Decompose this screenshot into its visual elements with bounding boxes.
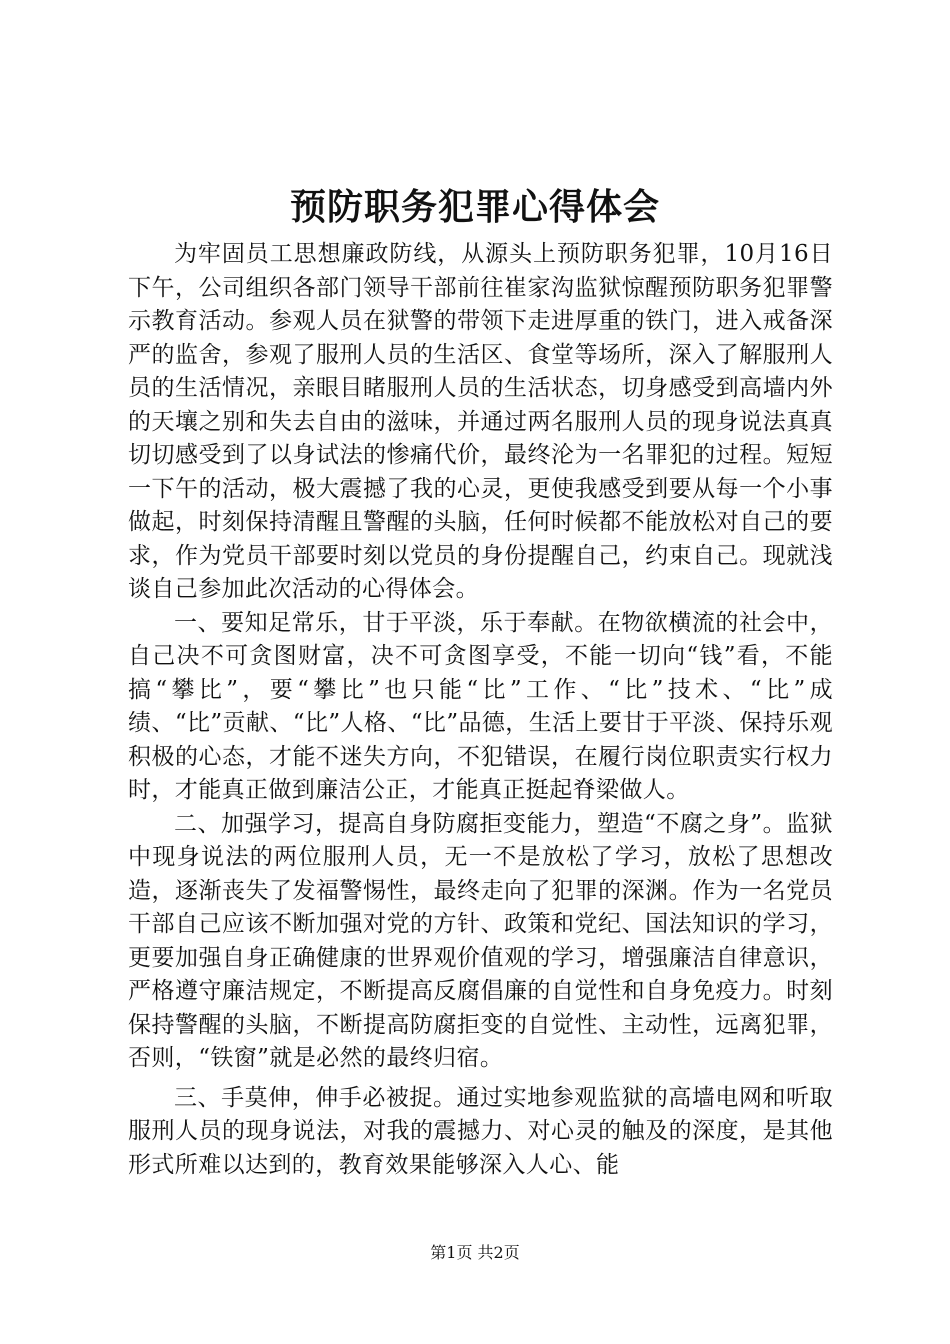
paragraph-intro: 为牢固员工思想廉政防线，从源头上预防职务犯罪，10月16日下午，公司组织各部门领导干部前往崔家沟监狱惊醒预防职务犯罪警示教育活动。参观人员在狱警的带领下走进厚重的铁门，进入戒备深严的监舍，参观了服刑人员的生活区、食堂等场所，深入了解服刑人员的生活情况，亲眼目睹服刑人员的生活状态，切身感受到高墙内外的天壤之别和失去自由的滋味，并通过两名服刑人员的现身说法真真切切感受到了以身试法的惨痛代价，最终沦为一名罪犯的过程。短短一下午的活动，极大震撼了我的心灵，更使我感受到要从每一个小事做起，时刻保持清醒且警醒的头脑，任何时候都不能放松对自己的要求，作为党员干部要时刻以党员的身份提醒自己，约束自己。现就浅谈自己参加此次活动的心得体会。 (128, 241, 833, 602)
paragraph-point-one: 一、要知足常乐，甘于平淡，乐于奉献。在物欲横流的社会中，自己决不可贪图财富，决不可贪图享受，不能一切向“钱”看，不能搞“攀比”，要“攀比”也只能“比”工作、“比”技术、“比”成绩、“比”贡献、“比”人格、“比”品德，生活上要甘于平淡、保持乐观积极的心态，才能不迷失方向，不犯错误，在履行岗位职责实行权力时，才能真正做到廉洁公正，才能真正挺起脊梁做人。 (128, 609, 833, 803)
paragraph-point-three: 三、手莫伸，伸手必被捉。通过实地参观监狱的高墙电网和听取服刑人员的现身说法，对我的震撼力、对心灵的触及的深度，是其他形式所难以达到的，教育效果能够深入人心、能 (128, 1084, 833, 1178)
document-body (128, 238, 833, 1182)
paragraph-point-two: 二、加强学习，提高自身防腐拒变能力，塑造“不腐之身”。监狱中现身说法的两位服刑人员，无一不是放松了学习，放松了思想改造，逐渐丧失了发福警惕性，最终走向了犯罪的深渊。作为一名党员干部自己应该不断加强对党的方针、政策和党纪、国法知识的学习，更要加强自身正确健康的世界观价值观的学习，增强廉洁自律意识，严格遵守廉洁规定，不断提高反腐倡廉的自觉性和自身免疫力。时刻保持警醒的头脑，不断提高防腐拒变的自觉性、主动性，远离犯罪，否则，“铁窗”就是必然的最终归宿。 (128, 810, 833, 1071)
page-number-footer: 第1页 共2页 (430, 1243, 520, 1262)
document-title: 预防职务犯罪心得体会 (289, 186, 660, 228)
